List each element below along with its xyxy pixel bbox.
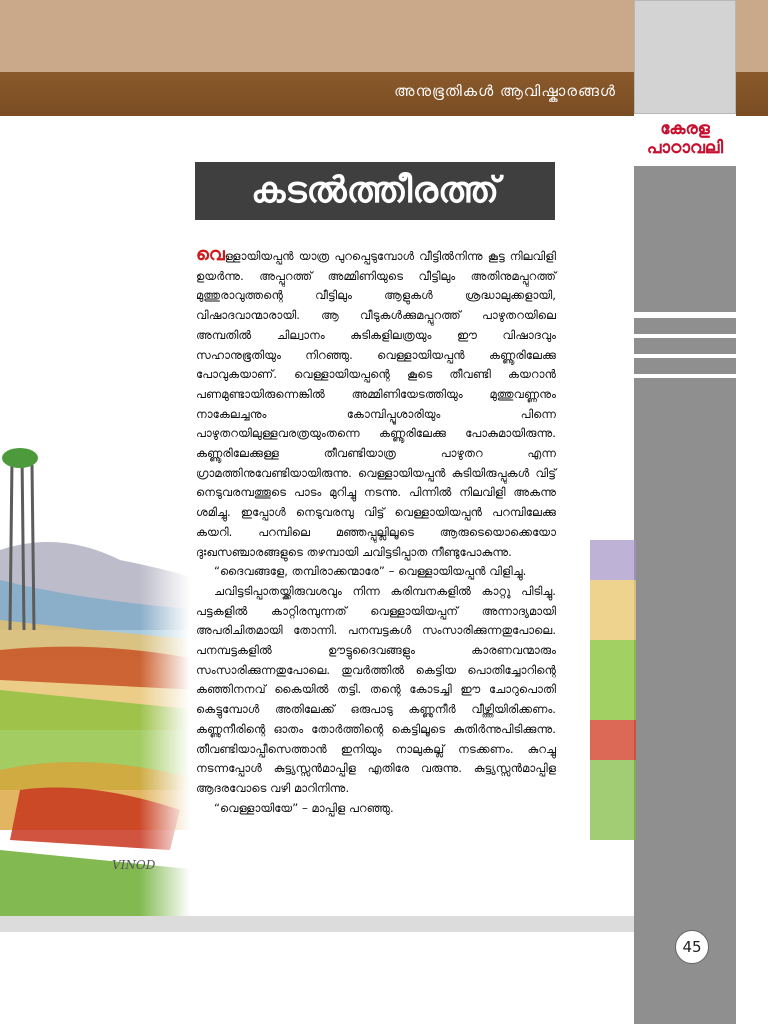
paragraph-3: ചവിട്ടടിപ്പാതയ്ക്കിരുവശവും നിന്ന കരിമ്പനകളിൽ കാറ്റു പിടിച്ചു. പട്ടകളിൽ കാറ്റിരമ്പുന്നത് വെള്ളായിയപ്പന് അന്നാദ്യമായി അപരിചിതമായി തോന്നി. പനമ്പട്ടകൾ സംസാരിക്കുന്നതുപോലെ. പനമ്പട്ടകളിൽ ഊട്ടുദൈവങ്ങളും കാരണവന്മാരും സംസാരിക്കുന്നതുപോലെ. തുവർത്തിൽ കെട്ടിയ പൊതിച്ചോറിന്റെ കഞ്ഞിനനവ് കൈയിൽ തട്ടി. തന്റെ കോടച്ചി ഈ ചോറുപൊതി കെട്ടുമ്പോൾ അതിലേക്ക് ഒരുപാടു കണ്ണുനീർ വീഴ്ത്തിയിരിക്കണം. കണ്ണുനീരിന്റെ ഓതം തോർത്തിന്റെ കെട്ടിലൂടെ കുതിർന്നുപിടിക്കുന്നു. തീവണ്ടിയാപ്പീസെത്താൻ ഇനിയും നാലുകല്ല് നടക്കണം. കുറച്ചു നടന്നപ്പോൾ കുട്ട്യസ്സൻമാപ്പിള എതിരേ വരുന്നു. കുട്ട്യസ്സൻമാപ്പിള ആദരവോടെ വഴി മാറിനിന്നു. xyxy=(196,583,556,795)
bottom-gray-bar xyxy=(0,916,634,932)
side-gray-box xyxy=(634,0,736,114)
paragraph-1 xyxy=(196,245,556,562)
brand-line-1: കേരള xyxy=(660,119,710,139)
section-title: അനുഭൂതികൾ ആവിഷ്കാരങ്ങൾ xyxy=(394,82,616,100)
paragraph-4: “വെള്ളായിയേ” – മാപ്പിള പറഞ്ഞു. xyxy=(214,800,394,815)
side-stripe xyxy=(634,378,736,1024)
story-body xyxy=(196,245,556,818)
dropcap: വെ xyxy=(196,244,225,265)
side-stripe xyxy=(634,166,736,312)
side-stripe xyxy=(634,318,736,334)
page-number: 45 xyxy=(675,930,709,964)
paragraph-1-text: ള്ളായിയപ്പൻ യാത്ര പുറപ്പെടുമ്പോൾ വീട്ടിൽനിന്നു കൂട്ട നിലവിളി ഉയർന്നു. അപ്പുറത്ത് അമ്മിണിയുടെ വീട്ടിലും അതിനുമപ്പുറത്ത് മുത്തുരാവുത്തന്റെ വീട്ടിലും ആളുകൾ ശ്രദ്ധാലുക്കളായി, വിഷാദവാന്മാരായി. ആ വീടുകൾക്കുമപ്പുറത്ത് പാഴുതറയിലെ അമ്പതിൽ ചില്വാനം കുടികളിലത്രയും ഈ വിഷാദവും സഹാനുഭൂതിയും നിറഞ്ഞു. വെള്ളായിയപ്പൻ കണ്ണൂരിലേക്കു പോവുകയാണ്. വെള്ളായിയപ്പന്റെ കൂടെ തീവണ്ടി കയറാൻ പണമുണ്ടായിരുന്നെങ്കിൽ അമ്മിണിയേടത്തിയും മുത്തുവണ്ണനും നാകേലച്ചനും കോമ്പിപ്പൂശാരിയും പിന്നെ പാഴുതറയിലുള്ളവരത്രയുംതന്നെ കണ്ണൂരിലേക്കു പോകുമായിരുന്നു. കണ്ണൂരിലേക്കുള്ള തീവണ്ടിയാത്ര പാഴുതറ എന്ന ഗ്രാമത്തിനുവേണ്ടിയായിരുന്നു. വെള്ളായിയപ്പൻ കുടിയിരുപ്പുകൾ വിട്ട് നെടുവരമ്പത്തൂടെ പാടം മുറിച്ചു നടന്നു. പിന്നിൽ നിലവിളി അകന്നു ശമിച്ചു. ഇപ്പോൾ നെടുവരമ്പു വിട്ട് വെള്ളായിയപ്പൻ പറമ്പിലേക്കു കയറി. പറമ്പിലെ മഞ്ഞപ്പുല്ലിലൂടെ ആരുടെയൊക്കെയോ ദുഃഖസഞ്ചാരങ്ങളുടെ തഴമ്പായി ചവിട്ടടിപ്പാത നീണ്ടുപോകുന്നു. xyxy=(196,249,556,559)
brand-line-2: പാഠാവലി xyxy=(646,138,724,158)
landscape-illustration-right xyxy=(590,540,636,840)
brand-label xyxy=(634,120,736,158)
illustrator-signature: VINOD xyxy=(112,858,156,872)
side-stripe xyxy=(634,358,736,374)
side-stripe xyxy=(634,338,736,354)
paragraph-2: “ദൈവങ്ങളേ, തമ്പിരാക്കന്മാരേ” – വെള്ളായിയപ്പൻ വിളിച്ചു. xyxy=(214,564,527,579)
story-title: കടൽത്തീരത്ത് xyxy=(195,162,555,220)
